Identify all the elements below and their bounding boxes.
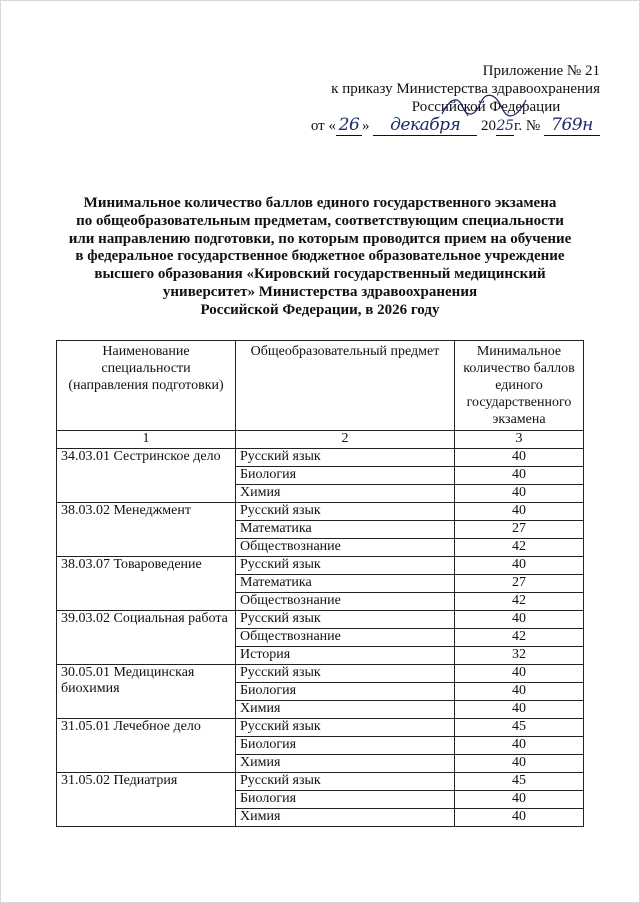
title-line: или направлению подготовки, по которым проводится прием на обучение — [68, 230, 572, 247]
score-cell: 45 — [455, 773, 584, 791]
column-number-row — [57, 431, 584, 449]
title-line: высшего образования «Кировский государственный медицинский — [94, 266, 546, 283]
column-number: 1 — [57, 431, 236, 449]
subject-cell: Русский язык — [236, 503, 455, 521]
scores-table — [56, 340, 584, 827]
score-cell: 45 — [455, 719, 584, 737]
score-cell: 40 — [455, 449, 584, 467]
appendix-title: Приложение № 21 — [482, 63, 600, 79]
title-line: Российской Федерации, в 2026 году — [200, 301, 440, 318]
score-cell: 27 — [455, 521, 584, 539]
table-row — [57, 719, 584, 737]
subject-cell: Биология — [236, 683, 455, 701]
subject-cell: Биология — [236, 737, 455, 755]
subject-cell: Русский язык — [236, 611, 455, 629]
signature-mark — [440, 92, 530, 122]
subject-cell: Обществознание — [236, 539, 455, 557]
column-number: 3 — [455, 431, 584, 449]
subject-cell: История — [236, 647, 455, 665]
table-row — [57, 557, 584, 575]
score-cell: 40 — [455, 557, 584, 575]
table-row — [57, 611, 584, 629]
document-title — [40, 195, 600, 320]
table-row — [57, 665, 584, 683]
subject-cell: Биология — [236, 791, 455, 809]
specialty-cell: 38.03.02 Менеджмент — [57, 503, 236, 557]
handwritten-year: 25 — [496, 118, 514, 134]
handwritten-day: 26 — [338, 115, 360, 135]
handwritten-month: декабря — [390, 115, 461, 135]
header-subject: Общеобразовательный предмет — [236, 341, 455, 431]
specialty-cell: 30.05.01 Медицинская биохимия — [57, 665, 236, 719]
subject-cell: Математика — [236, 575, 455, 593]
table-header-row — [57, 341, 584, 431]
score-cell: 40 — [455, 755, 584, 773]
subject-cell: Химия — [236, 809, 455, 827]
subject-cell: Химия — [236, 701, 455, 719]
specialty-cell: 31.05.02 Педиатрия — [57, 773, 236, 827]
score-cell: 40 — [455, 503, 584, 521]
score-cell: 40 — [455, 701, 584, 719]
score-cell: 42 — [455, 593, 584, 611]
score-cell: 40 — [455, 467, 584, 485]
appendix-federation: Российской Федерации — [411, 99, 561, 115]
subject-cell: Русский язык — [236, 557, 455, 575]
appendix-order-ref: к приказу Министерства здравоохранения — [331, 81, 600, 97]
score-cell: 40 — [455, 737, 584, 755]
subject-cell: Русский язык — [236, 773, 455, 791]
score-cell: 40 — [455, 485, 584, 503]
score-cell: 40 — [455, 611, 584, 629]
handwritten-order-number: 769н — [551, 115, 593, 135]
score-cell: 42 — [455, 629, 584, 647]
subject-cell: Биология — [236, 467, 455, 485]
specialty-cell: 38.03.07 Товароведение — [57, 557, 236, 611]
score-cell: 40 — [455, 683, 584, 701]
table-row — [57, 773, 584, 791]
score-cell: 40 — [455, 809, 584, 827]
header-min-score: Минимальное количество баллов единого государственного экзамена — [455, 341, 584, 431]
title-line: в федеральное государственное бюджетное образовательное учреждение — [75, 248, 565, 265]
subject-cell: Русский язык — [236, 665, 455, 683]
score-cell: 42 — [455, 539, 584, 557]
subject-cell: Русский язык — [236, 719, 455, 737]
table-row — [57, 503, 584, 521]
appendix-date-line: от « 26 » декабря 2025г. № 769н — [300, 116, 600, 136]
column-number: 2 — [236, 431, 455, 449]
title-line: Минимальное количество баллов единого государственного экзамена — [83, 195, 557, 211]
specialty-cell: 34.03.01 Сестринское дело — [57, 449, 236, 503]
subject-cell: Химия — [236, 755, 455, 773]
title-line: университет» Министерства здравоохранения — [162, 283, 478, 300]
subject-cell: Химия — [236, 485, 455, 503]
score-cell: 27 — [455, 575, 584, 593]
subject-cell: Обществознание — [236, 593, 455, 611]
title-line: по общеобразовательным предметам, соответствующим специальности — [76, 212, 564, 229]
subject-cell: Математика — [236, 521, 455, 539]
subject-cell: Русский язык — [236, 449, 455, 467]
specialty-cell: 39.03.02 Социальная работа — [57, 611, 236, 665]
table-row — [57, 449, 584, 467]
subject-cell: Обществознание — [236, 629, 455, 647]
header-specialty: Наименование специальности (направления подготовки) — [57, 341, 236, 431]
score-cell: 32 — [455, 647, 584, 665]
specialty-cell: 31.05.01 Лечебное дело — [57, 719, 236, 773]
score-cell: 40 — [455, 665, 584, 683]
score-cell: 40 — [455, 791, 584, 809]
